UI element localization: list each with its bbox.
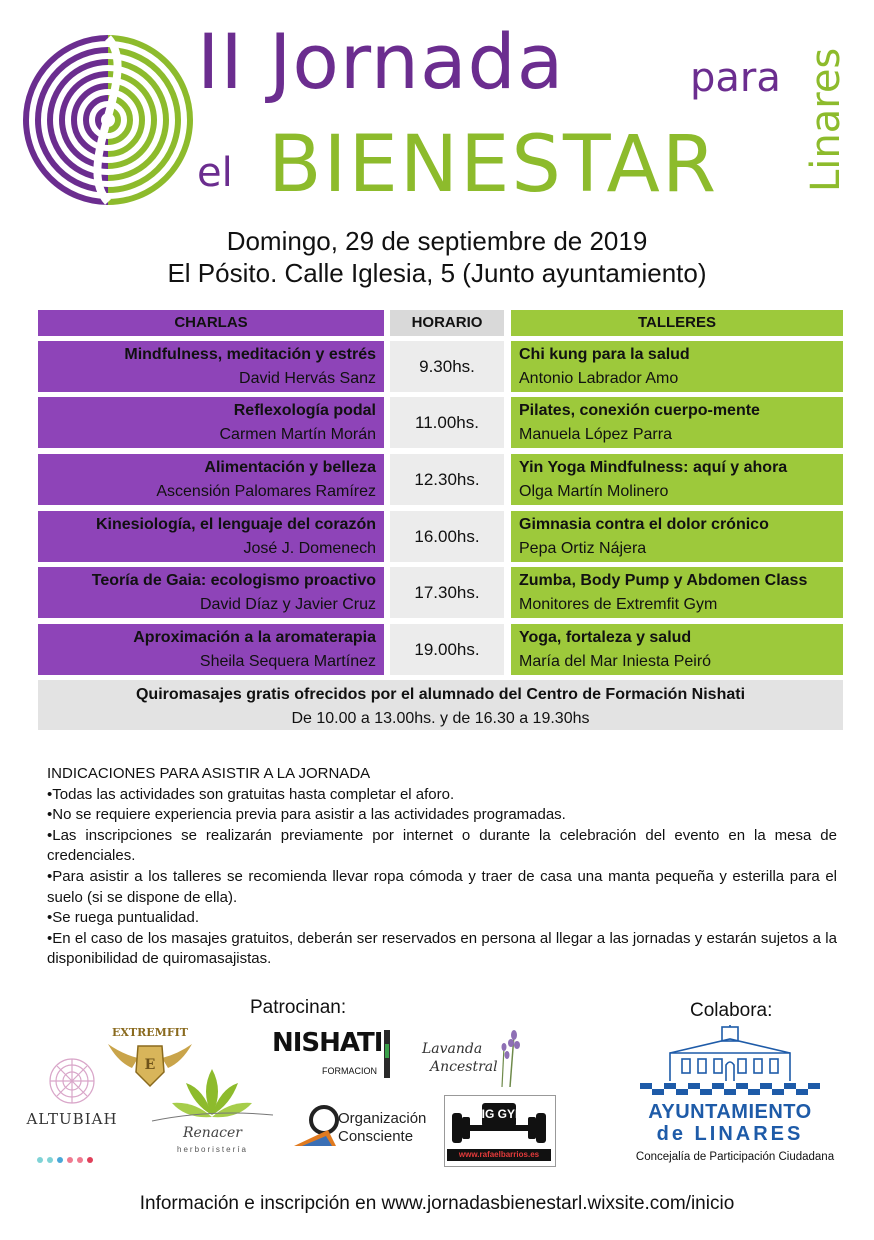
big-gym-url: www.rafaelbarrios.es	[447, 1149, 551, 1161]
charla-cell	[38, 341, 384, 392]
footer-info: Información e inscripción en www.jornadasbienestarl.wixsite.com/inicio	[139, 1193, 735, 1214]
taller-title: Yin Yoga Mindfulness: aquí y ahora	[519, 459, 788, 476]
charla-title: Kinesiología, el lenguaje del corazón	[95, 516, 376, 533]
indication-item: •Se ruega puntualidad.	[47, 909, 200, 927]
charla-title: Teoría de Gaia: ecologismo proactivo	[91, 572, 376, 589]
taller-speaker: Olga Martín Molinero	[519, 483, 669, 500]
horario-cell	[390, 341, 504, 392]
header-charlas: CHARLAS	[38, 310, 384, 336]
charla-cell	[38, 624, 384, 675]
charla-speaker: José J. Domenech	[243, 540, 376, 557]
charla-speaker: Ascensión Palomares Ramírez	[156, 483, 376, 500]
taller-speaker: Pepa Ortiz Nájera	[519, 540, 647, 557]
altubiah-text: ALTUBIAH	[26, 1110, 118, 1128]
big-gym-text: BIG GYM	[472, 1107, 525, 1121]
horario-cell	[390, 624, 504, 675]
horario-time: 9.30hs.	[419, 357, 475, 376]
spiral-logo-icon	[22, 34, 194, 206]
taller-title: Gimnasia contra el dolor crónico	[519, 516, 769, 533]
taller-cell	[511, 454, 843, 505]
horario-time: 11.00hs.	[415, 413, 479, 432]
organizacion-text-2: Consciente	[338, 1128, 414, 1145]
horario-time: 12.30hs.	[414, 470, 480, 489]
lavanda-logo	[418, 1025, 528, 1090]
organizacion-text-1: Organización	[338, 1110, 427, 1127]
quiromasajes-hours: De 10.00 a 13.00hs. y de 16.30 a 19.30hs	[291, 710, 590, 727]
big-gym-logo	[444, 1095, 556, 1167]
quiromasajes-box	[38, 680, 843, 730]
indications-section	[47, 764, 837, 970]
charla-title: Reflexología podal	[233, 402, 376, 419]
taller-cell	[511, 341, 843, 392]
nishati-text: NISHATI	[272, 1028, 383, 1058]
taller-title: Pilates, conexión cuerpo-mente	[519, 402, 760, 419]
title-ii-jornada: II Jornada	[197, 17, 565, 106]
title-el: el	[197, 150, 233, 196]
title-para: para	[690, 55, 781, 101]
horario-time: 16.00hs.	[414, 527, 480, 546]
indication-item: •Todas las actividades son gratuitas hasta completar el aforo.	[47, 785, 455, 803]
charla-speaker: David Díaz y Javier Cruz	[199, 596, 376, 613]
header-horario: HORARIO	[390, 310, 504, 336]
taller-speaker: María del Mar Iniesta Peiró	[519, 653, 712, 670]
nishati-bar	[384, 1030, 390, 1078]
indication-item: •Las inscripciones se realizarán previamente por internet o durante la celebración del evento en la mesa de credenciales.	[47, 826, 837, 865]
horario-cell	[390, 397, 504, 448]
patrocinan-label: Patrocinan:	[250, 997, 347, 1018]
indications-heading: INDICACIONES PARA ASISTIR A LA JORNADA	[47, 765, 371, 782]
event-date: Domingo, 29 de septiembre de 2019	[226, 226, 648, 256]
title-bienestar: BIENESTAR	[268, 120, 719, 210]
ayuntamiento-logo	[630, 1025, 830, 1145]
charla-cell	[38, 511, 384, 562]
taller-cell	[511, 567, 843, 618]
horario-time: 17.30hs.	[414, 583, 480, 602]
charla-cell	[38, 397, 384, 448]
horario-cell	[390, 454, 504, 505]
charla-title: Alimentación y belleza	[204, 459, 376, 476]
concejalia-text: Concejalía de Participación Ciudadana	[635, 1151, 835, 1163]
charla-speaker: Carmen Martín Morán	[219, 426, 376, 443]
horario-cell	[390, 511, 504, 562]
indication-item: •Para asistir a los talleres se recomienda llevar ropa cómoda y traer de casa una manta pequeña y esterilla para el suelo (si se dispone de ella).	[47, 867, 837, 906]
lavanda-text-2: Ancestral	[430, 1059, 498, 1075]
charla-cell	[38, 454, 384, 505]
quiromasajes-title: Quiromasajes gratis ofrecidos por el alumnado del Centro de Formación Nishati	[135, 686, 746, 703]
renacer-logo	[150, 1065, 275, 1160]
taller-title: Yoga, fortaleza y salud	[519, 629, 692, 646]
taller-speaker: Antonio Labrador Amo	[519, 370, 679, 387]
header-talleres: TALLERES	[511, 310, 843, 336]
taller-cell	[511, 624, 843, 675]
lavanda-text-1: Lavanda	[422, 1041, 483, 1057]
renacer-text: Renacer	[182, 1125, 242, 1141]
linares-text: de LINARES	[656, 1123, 804, 1145]
svg-text:E: E	[144, 1057, 156, 1073]
organizacion-consciente-logo	[292, 1100, 440, 1152]
colabora-label: Colabora:	[690, 1000, 773, 1021]
charla-speaker: Sheila Sequera Martínez	[199, 653, 376, 670]
title-linares: Linares	[803, 47, 849, 192]
renacer-subtext: herboristería	[177, 1145, 248, 1154]
event-place: El Pósito. Calle Iglesia, 5 (Junto ayuntamiento)	[167, 258, 707, 288]
taller-title: Zumba, Body Pump y Abdomen Class	[519, 572, 808, 589]
taller-title: Chi kung para la salud	[519, 346, 690, 363]
charla-title: Mindfulness, meditación y estrés	[124, 346, 376, 363]
charla-speaker: David Hervás Sanz	[239, 370, 376, 387]
indication-item: •En el caso de los masajes gratuitos, deberán ser reservados en persona al llegar a las jornadas y estarán sujetos a la disponibilidad de quiromasajistas.	[47, 929, 837, 968]
ayuntamiento-text: AYUNTAMIENTO	[648, 1101, 812, 1123]
nishati-logo	[272, 1028, 397, 1083]
taller-speaker: Monitores de Extremfit Gym	[519, 596, 718, 613]
charla-cell	[38, 567, 384, 618]
taller-speaker: Manuela López Parra	[519, 426, 672, 443]
taller-cell	[511, 511, 843, 562]
extremfit-text: EXTREMFIT	[112, 1026, 188, 1039]
horario-time: 19.00hs.	[414, 640, 480, 659]
nishati-subtext: FORMACION	[322, 1066, 377, 1076]
charla-title: Aproximación a la aromaterapia	[133, 629, 376, 646]
horario-cell	[390, 567, 504, 618]
taller-cell	[511, 397, 843, 448]
indication-item: •No se requiere experiencia previa para asistir a las actividades programadas.	[47, 806, 566, 824]
